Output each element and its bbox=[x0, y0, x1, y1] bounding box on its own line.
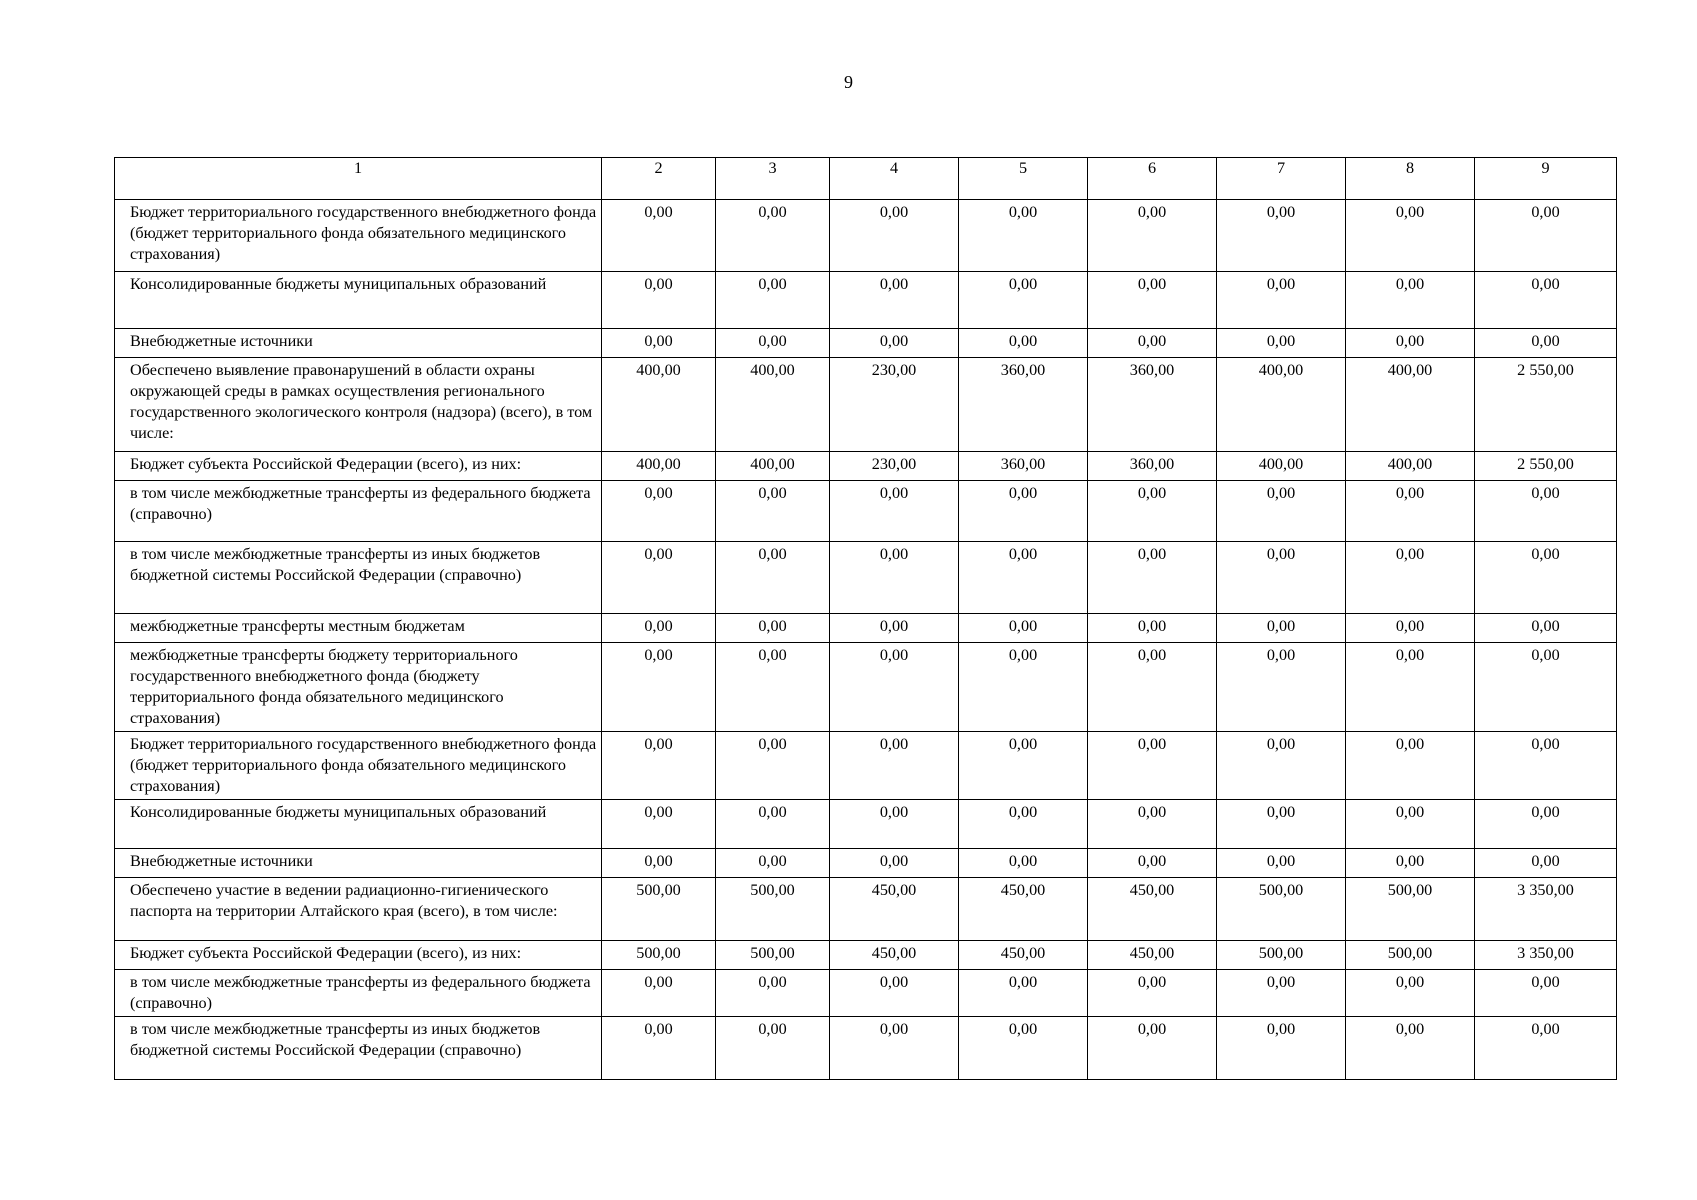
value-cell: 400,00 bbox=[716, 452, 830, 481]
row-label: межбюджетные трансферты местным бюджетам bbox=[115, 614, 602, 643]
value-cell: 2 550,00 bbox=[1475, 358, 1617, 452]
table-row bbox=[115, 200, 1617, 272]
value-cell: 0,00 bbox=[602, 200, 716, 272]
column-header-3: 3 bbox=[716, 158, 830, 200]
value-cell: 3 350,00 bbox=[1475, 941, 1617, 970]
value-cell: 0,00 bbox=[1217, 643, 1346, 732]
value-cell: 0,00 bbox=[716, 1017, 830, 1080]
value-cell: 0,00 bbox=[602, 970, 716, 1017]
value-cell: 0,00 bbox=[1475, 272, 1617, 329]
table-row bbox=[115, 614, 1617, 643]
value-cell: 0,00 bbox=[716, 800, 830, 849]
value-cell: 0,00 bbox=[830, 272, 959, 329]
row-label: Бюджет территориального государственного внебюджетного фонда (бюджет территориального фонда обязательного медицинского страхования) bbox=[115, 200, 602, 272]
value-cell: 0,00 bbox=[602, 272, 716, 329]
value-cell: 0,00 bbox=[830, 970, 959, 1017]
value-cell: 0,00 bbox=[1217, 800, 1346, 849]
value-cell: 0,00 bbox=[716, 643, 830, 732]
table-row bbox=[115, 800, 1617, 849]
value-cell: 0,00 bbox=[1217, 1017, 1346, 1080]
value-cell: 0,00 bbox=[830, 732, 959, 800]
value-cell: 0,00 bbox=[1088, 849, 1217, 878]
value-cell: 0,00 bbox=[959, 643, 1088, 732]
value-cell: 0,00 bbox=[1217, 614, 1346, 643]
row-label: Консолидированные бюджеты муниципальных образований bbox=[115, 800, 602, 849]
value-cell: 0,00 bbox=[602, 614, 716, 643]
value-cell: 0,00 bbox=[1475, 643, 1617, 732]
value-cell: 0,00 bbox=[1346, 800, 1475, 849]
column-header-9: 9 bbox=[1475, 158, 1617, 200]
value-cell: 0,00 bbox=[1346, 643, 1475, 732]
row-label: Внебюджетные источники bbox=[115, 329, 602, 358]
value-cell: 0,00 bbox=[1088, 200, 1217, 272]
value-cell: 450,00 bbox=[830, 941, 959, 970]
row-label: межбюджетные трансферты бюджету территориального государственного внебюджетного фонда (бюджету территориального фонда обязательного медицинского страхования) bbox=[115, 643, 602, 732]
value-cell: 0,00 bbox=[959, 1017, 1088, 1080]
row-label: Бюджет территориального государственного внебюджетного фонда (бюджет территориального фонда обязательного медицинского страхования) bbox=[115, 732, 602, 800]
value-cell: 500,00 bbox=[602, 878, 716, 941]
row-label: Обеспечено выявление правонарушений в области охраны окружающей среды в рамках осуществления регионального государственного экологического контроля (надзора) (всего), в том числе: bbox=[115, 358, 602, 452]
row-label: Бюджет субъекта Российской Федерации (всего), из них: bbox=[115, 941, 602, 970]
value-cell: 360,00 bbox=[959, 452, 1088, 481]
table-row bbox=[115, 941, 1617, 970]
value-cell: 0,00 bbox=[959, 800, 1088, 849]
value-cell: 0,00 bbox=[1217, 200, 1346, 272]
value-cell: 400,00 bbox=[1346, 358, 1475, 452]
value-cell: 0,00 bbox=[716, 200, 830, 272]
value-cell: 0,00 bbox=[1088, 542, 1217, 614]
value-cell: 0,00 bbox=[1346, 970, 1475, 1017]
value-cell: 0,00 bbox=[602, 481, 716, 542]
row-label: в том числе межбюджетные трансферты из федерального бюджета (справочно) bbox=[115, 970, 602, 1017]
value-cell: 450,00 bbox=[1088, 941, 1217, 970]
column-header-6: 6 bbox=[1088, 158, 1217, 200]
value-cell: 0,00 bbox=[1475, 200, 1617, 272]
table-row bbox=[115, 329, 1617, 358]
table-row bbox=[115, 849, 1617, 878]
value-cell: 0,00 bbox=[1475, 542, 1617, 614]
table-row bbox=[115, 1017, 1617, 1080]
value-cell: 0,00 bbox=[1475, 1017, 1617, 1080]
table-row bbox=[115, 878, 1617, 941]
value-cell: 0,00 bbox=[1346, 481, 1475, 542]
value-cell: 0,00 bbox=[1346, 542, 1475, 614]
value-cell: 0,00 bbox=[1088, 481, 1217, 542]
value-cell: 0,00 bbox=[959, 272, 1088, 329]
value-cell: 0,00 bbox=[959, 849, 1088, 878]
row-label: Обеспечено участие в ведении радиационно-гигиенического паспорта на территории Алтайского края (всего), в том числе: bbox=[115, 878, 602, 941]
value-cell: 0,00 bbox=[830, 542, 959, 614]
value-cell: 0,00 bbox=[959, 614, 1088, 643]
value-cell: 0,00 bbox=[716, 542, 830, 614]
value-cell: 400,00 bbox=[602, 358, 716, 452]
value-cell: 0,00 bbox=[1088, 800, 1217, 849]
row-label: в том числе межбюджетные трансферты из федерального бюджета (справочно) bbox=[115, 481, 602, 542]
value-cell: 0,00 bbox=[1217, 732, 1346, 800]
value-cell: 450,00 bbox=[959, 941, 1088, 970]
value-cell: 0,00 bbox=[716, 481, 830, 542]
budget-table bbox=[114, 157, 1617, 1080]
value-cell: 0,00 bbox=[1346, 732, 1475, 800]
value-cell: 0,00 bbox=[716, 849, 830, 878]
value-cell: 500,00 bbox=[1217, 941, 1346, 970]
value-cell: 500,00 bbox=[1217, 878, 1346, 941]
value-cell: 0,00 bbox=[602, 643, 716, 732]
value-cell: 0,00 bbox=[959, 970, 1088, 1017]
value-cell: 500,00 bbox=[716, 941, 830, 970]
value-cell: 0,00 bbox=[959, 732, 1088, 800]
value-cell: 0,00 bbox=[602, 732, 716, 800]
value-cell: 0,00 bbox=[959, 329, 1088, 358]
value-cell: 0,00 bbox=[830, 614, 959, 643]
value-cell: 0,00 bbox=[1217, 481, 1346, 542]
value-cell: 400,00 bbox=[1346, 452, 1475, 481]
header-row bbox=[115, 158, 1617, 200]
value-cell: 400,00 bbox=[1217, 452, 1346, 481]
value-cell: 450,00 bbox=[959, 878, 1088, 941]
table-row bbox=[115, 643, 1617, 732]
column-header-7: 7 bbox=[1217, 158, 1346, 200]
value-cell: 500,00 bbox=[1346, 941, 1475, 970]
value-cell: 500,00 bbox=[602, 941, 716, 970]
row-label: в том числе межбюджетные трансферты из иных бюджетов бюджетной системы Российской Федерации (справочно) bbox=[115, 1017, 602, 1080]
value-cell: 2 550,00 bbox=[1475, 452, 1617, 481]
value-cell: 230,00 bbox=[830, 452, 959, 481]
value-cell: 0,00 bbox=[1346, 329, 1475, 358]
value-cell: 0,00 bbox=[830, 200, 959, 272]
value-cell: 500,00 bbox=[716, 878, 830, 941]
value-cell: 0,00 bbox=[1088, 329, 1217, 358]
value-cell: 0,00 bbox=[959, 481, 1088, 542]
value-cell: 0,00 bbox=[1346, 200, 1475, 272]
value-cell: 0,00 bbox=[1217, 970, 1346, 1017]
value-cell: 0,00 bbox=[602, 800, 716, 849]
value-cell: 0,00 bbox=[1088, 272, 1217, 329]
value-cell: 0,00 bbox=[1475, 800, 1617, 849]
value-cell: 0,00 bbox=[602, 329, 716, 358]
value-cell: 400,00 bbox=[716, 358, 830, 452]
table-row bbox=[115, 272, 1617, 329]
column-header-4: 4 bbox=[830, 158, 959, 200]
value-cell: 0,00 bbox=[1346, 614, 1475, 643]
value-cell: 0,00 bbox=[1475, 970, 1617, 1017]
value-cell: 0,00 bbox=[1217, 329, 1346, 358]
table-row bbox=[115, 970, 1617, 1017]
value-cell: 0,00 bbox=[602, 542, 716, 614]
table-row bbox=[115, 542, 1617, 614]
value-cell: 0,00 bbox=[959, 200, 1088, 272]
page-number: 9 bbox=[844, 72, 853, 92]
column-header-2: 2 bbox=[602, 158, 716, 200]
value-cell: 0,00 bbox=[716, 970, 830, 1017]
table-row bbox=[115, 452, 1617, 481]
table-row bbox=[115, 358, 1617, 452]
value-cell: 0,00 bbox=[1346, 272, 1475, 329]
value-cell: 0,00 bbox=[1475, 849, 1617, 878]
value-cell: 0,00 bbox=[1088, 614, 1217, 643]
value-cell: 0,00 bbox=[602, 849, 716, 878]
value-cell: 0,00 bbox=[1088, 732, 1217, 800]
value-cell: 0,00 bbox=[716, 329, 830, 358]
value-cell: 0,00 bbox=[1088, 643, 1217, 732]
value-cell: 0,00 bbox=[1475, 732, 1617, 800]
column-header-1: 1 bbox=[115, 158, 602, 200]
value-cell: 500,00 bbox=[1346, 878, 1475, 941]
value-cell: 0,00 bbox=[1346, 1017, 1475, 1080]
value-cell: 0,00 bbox=[1088, 1017, 1217, 1080]
row-label: Бюджет субъекта Российской Федерации (всего), из них: bbox=[115, 452, 602, 481]
value-cell: 230,00 bbox=[830, 358, 959, 452]
table-row bbox=[115, 481, 1617, 542]
value-cell: 0,00 bbox=[1475, 614, 1617, 643]
value-cell: 3 350,00 bbox=[1475, 878, 1617, 941]
value-cell: 0,00 bbox=[716, 272, 830, 329]
value-cell: 0,00 bbox=[1217, 272, 1346, 329]
row-label: в том числе межбюджетные трансферты из иных бюджетов бюджетной системы Российской Федерации (справочно) bbox=[115, 542, 602, 614]
value-cell: 0,00 bbox=[959, 542, 1088, 614]
table-body bbox=[115, 200, 1617, 1080]
value-cell: 0,00 bbox=[716, 614, 830, 643]
value-cell: 400,00 bbox=[602, 452, 716, 481]
value-cell: 0,00 bbox=[1475, 329, 1617, 358]
value-cell: 0,00 bbox=[1475, 481, 1617, 542]
value-cell: 0,00 bbox=[830, 643, 959, 732]
value-cell: 0,00 bbox=[1217, 849, 1346, 878]
value-cell: 0,00 bbox=[830, 329, 959, 358]
value-cell: 0,00 bbox=[1346, 849, 1475, 878]
value-cell: 0,00 bbox=[830, 849, 959, 878]
value-cell: 360,00 bbox=[959, 358, 1088, 452]
value-cell: 0,00 bbox=[716, 732, 830, 800]
row-label: Внебюджетные источники bbox=[115, 849, 602, 878]
value-cell: 0,00 bbox=[830, 800, 959, 849]
column-header-5: 5 bbox=[959, 158, 1088, 200]
value-cell: 360,00 bbox=[1088, 358, 1217, 452]
value-cell: 0,00 bbox=[830, 481, 959, 542]
column-header-8: 8 bbox=[1346, 158, 1475, 200]
value-cell: 0,00 bbox=[602, 1017, 716, 1080]
value-cell: 450,00 bbox=[1088, 878, 1217, 941]
value-cell: 400,00 bbox=[1217, 358, 1346, 452]
value-cell: 0,00 bbox=[830, 1017, 959, 1080]
value-cell: 450,00 bbox=[830, 878, 959, 941]
value-cell: 0,00 bbox=[1217, 542, 1346, 614]
row-label: Консолидированные бюджеты муниципальных образований bbox=[115, 272, 602, 329]
value-cell: 0,00 bbox=[1088, 970, 1217, 1017]
value-cell: 360,00 bbox=[1088, 452, 1217, 481]
table-row bbox=[115, 732, 1617, 800]
